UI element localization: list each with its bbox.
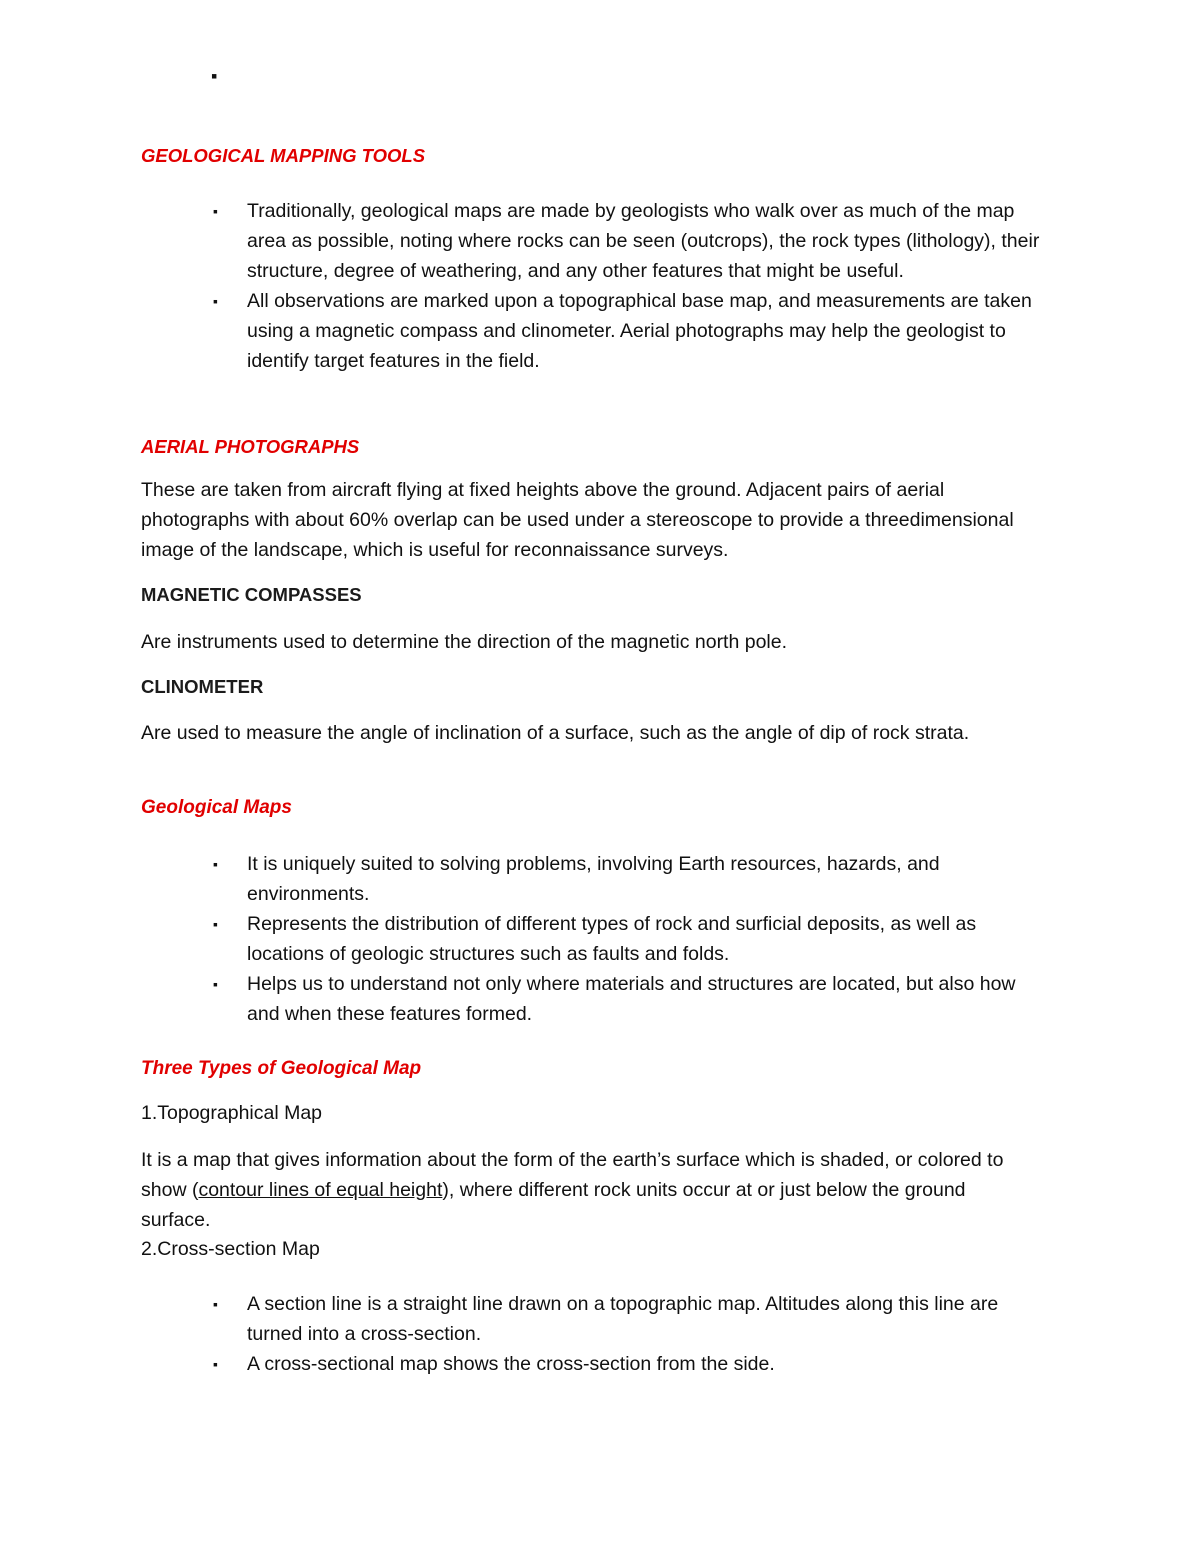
list-item: ▪ Helps us to understand not only where materials and structures are located, but also how and when these features formed. bbox=[141, 969, 1040, 1029]
tools-bullet-list bbox=[141, 196, 1040, 376]
bullet-icon: ▪ bbox=[213, 856, 218, 872]
list-item: ▪ Traditionally, geological maps are made by geologists who walk over as much of the map area as possible, noting where rocks can be seen (outcrops), the rock types (lithology), their structure, degree of weathering, and any other features that might be useful. bbox=[141, 196, 1040, 286]
bullet-icon: ▪ bbox=[213, 293, 218, 309]
list-item: ▪ It is uniquely suited to solving problems, involving Earth resources, hazards, and environments. bbox=[141, 849, 1040, 909]
list-item: ▪ Represents the distribution of different types of rock and surficial deposits, as well as locations of geologic structures such as faults and folds. bbox=[141, 909, 1040, 969]
magnetic-compasses-text: Are instruments used to determine the direction of the magnetic north pole. bbox=[141, 631, 788, 653]
geological-maps-bullet-list bbox=[141, 849, 1040, 1029]
bullet-icon: ▪ bbox=[213, 976, 218, 992]
heading-three-types: Three Types of Geological Map bbox=[141, 1058, 422, 1079]
clinometer-text: Are used to measure the angle of inclination of a surface, such as the angle of dip of rock strata. bbox=[141, 722, 970, 744]
contour-lines-underlined: contour lines of equal height bbox=[198, 1179, 443, 1201]
bullet-icon: ▪ bbox=[213, 203, 218, 219]
heading-clinometer: CLINOMETER bbox=[141, 676, 264, 697]
heading-geological-mapping-tools: GEOLOGICAL MAPPING TOOLS bbox=[141, 145, 426, 166]
aerial-photographs-text: These are taken from aircraft flying at fixed heights above the ground. Adjacent pairs of aerial photographs with about 60% overlap can be used under a stereoscope to provide a threedimensional image of the landscape, which is useful for reconnaissance surveys. bbox=[141, 479, 1014, 561]
bullet-icon: ▪ bbox=[213, 1296, 218, 1312]
topographical-map-text: It is a map that gives information about the form of the earth’s surface which is shaded, or colored to show (contour lines of equal height), where different rock units occur at or just below the ground surface. bbox=[141, 1149, 1004, 1231]
heading-magnetic-compasses: MAGNETIC COMPASSES bbox=[141, 584, 362, 605]
stray-bullet-mark: ▪ bbox=[211, 66, 218, 86]
heading-aerial-photographs: AERIAL PHOTOGRAPHS bbox=[141, 436, 360, 457]
topographical-map-title: 1.Topographical Map bbox=[141, 1102, 323, 1124]
bullet-icon: ▪ bbox=[213, 1356, 218, 1372]
bullet-icon: ▪ bbox=[213, 916, 218, 932]
list-item: ▪ A cross-sectional map shows the cross-section from the side. bbox=[141, 1349, 1040, 1379]
list-item: ▪ A section line is a straight line drawn on a topographic map. Altitudes along this line are turned into a cross-section. bbox=[141, 1289, 1040, 1349]
heading-geological-maps: Geological Maps bbox=[141, 797, 292, 818]
cross-section-map-title: 2.Cross-section Map bbox=[141, 1238, 320, 1260]
cross-section-bullet-list bbox=[141, 1289, 1040, 1379]
list-item: ▪ All observations are marked upon a topographical base map, and measurements are taken using a magnetic compass and clinometer. Aerial photographs may help the geologist to identify target features in the field. bbox=[141, 286, 1040, 376]
